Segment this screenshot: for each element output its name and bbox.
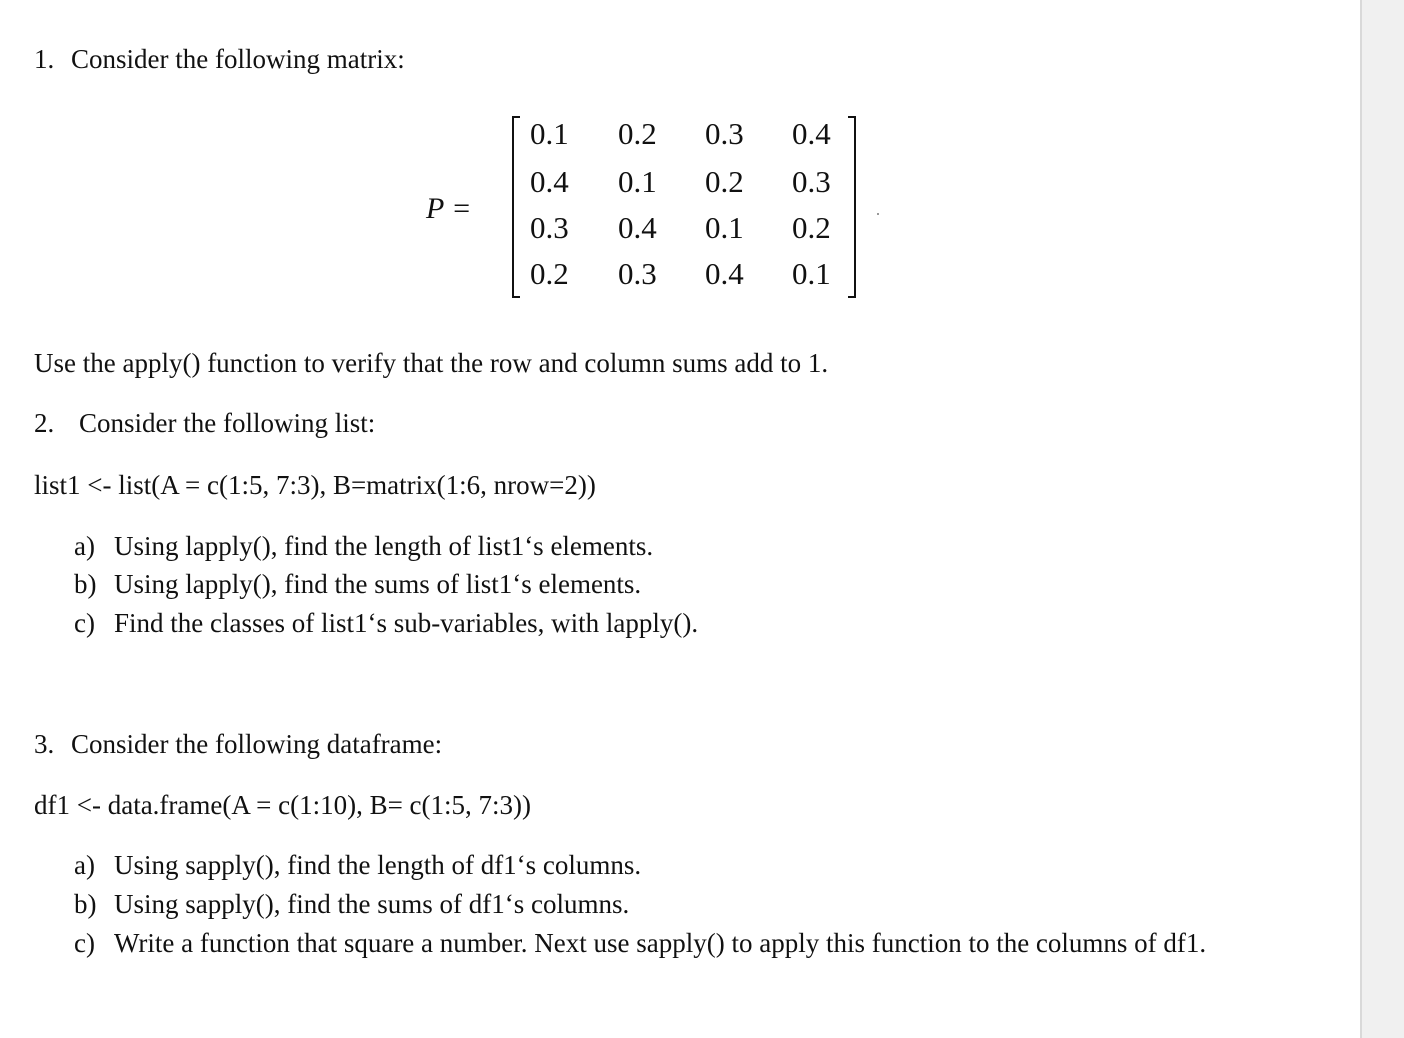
matrix-cell: 0.2	[530, 256, 569, 291]
stray-mark	[877, 213, 879, 215]
matrix-cell: 0.1	[530, 116, 569, 151]
list-item-letter: c)	[74, 608, 95, 638]
q2-code: list1 <- list(A = c(1:5, 7:3), B=matrix(1:6, nrow=2))	[34, 470, 596, 500]
list-item-letter: c)	[74, 928, 95, 958]
matrix-cell: 0.4	[792, 116, 831, 151]
list-item: Using sapply(), find the sums of df1‘s columns.	[114, 889, 630, 919]
q1-text: Consider the following matrix:	[71, 44, 405, 74]
list-item-letter: a)	[74, 531, 95, 561]
q3-text: Consider the following dataframe:	[71, 729, 443, 759]
q1-heading	[34, 46, 405, 73]
matrix-cell: 0.1	[792, 256, 831, 291]
matrix-cell: 0.2	[792, 210, 831, 245]
q1-instruction: Use the apply() function to verify that the row and column sums add to 1.	[34, 348, 829, 378]
matrix-cell: 0.3	[618, 256, 657, 291]
matrix-cell: 0.2	[705, 164, 744, 199]
list-item-letter: a)	[74, 850, 95, 880]
matrix-cell: 0.2	[618, 116, 657, 151]
matrix-right-bracket	[848, 116, 856, 298]
matrix-label: P =	[426, 192, 472, 225]
list-item: Using sapply(), find the length of df1‘s columns.	[114, 850, 642, 880]
q2-text: Consider the following list:	[79, 408, 376, 438]
q2-heading	[34, 410, 375, 437]
q2-number: 2.	[34, 408, 55, 438]
list-item-letter: b)	[74, 569, 97, 599]
matrix-cell: 0.3	[530, 210, 569, 245]
matrix-cell: 0.3	[705, 116, 744, 151]
q3-heading	[34, 731, 442, 758]
list-item: Using lapply(), find the sums of list1‘s elements.	[114, 569, 642, 599]
list-item: Write a function that square a number. Next use sapply() to apply this function to the columns of df1.	[114, 928, 1207, 958]
q1-number: 1.	[34, 44, 55, 74]
matrix-cell: 0.1	[618, 164, 657, 199]
q3-code: df1 <- data.frame(A = c(1:10), B= c(1:5, 7:3))	[34, 790, 532, 820]
matrix-cell: 0.4	[530, 164, 569, 199]
matrix-cell: 0.3	[792, 164, 831, 199]
matrix-cell: 0.1	[705, 210, 744, 245]
vertical-scrollbar[interactable]	[1360, 0, 1404, 1038]
q3-number: 3.	[34, 729, 55, 759]
list-item-letter: b)	[74, 889, 97, 919]
list-item: Find the classes of list1‘s sub-variables, with lapply().	[114, 608, 699, 638]
matrix-cell: 0.4	[618, 210, 657, 245]
matrix-cell: 0.4	[705, 256, 744, 291]
list-item: Using lapply(), find the length of list1‘s elements.	[114, 531, 654, 561]
matrix-left-bracket	[512, 116, 520, 298]
